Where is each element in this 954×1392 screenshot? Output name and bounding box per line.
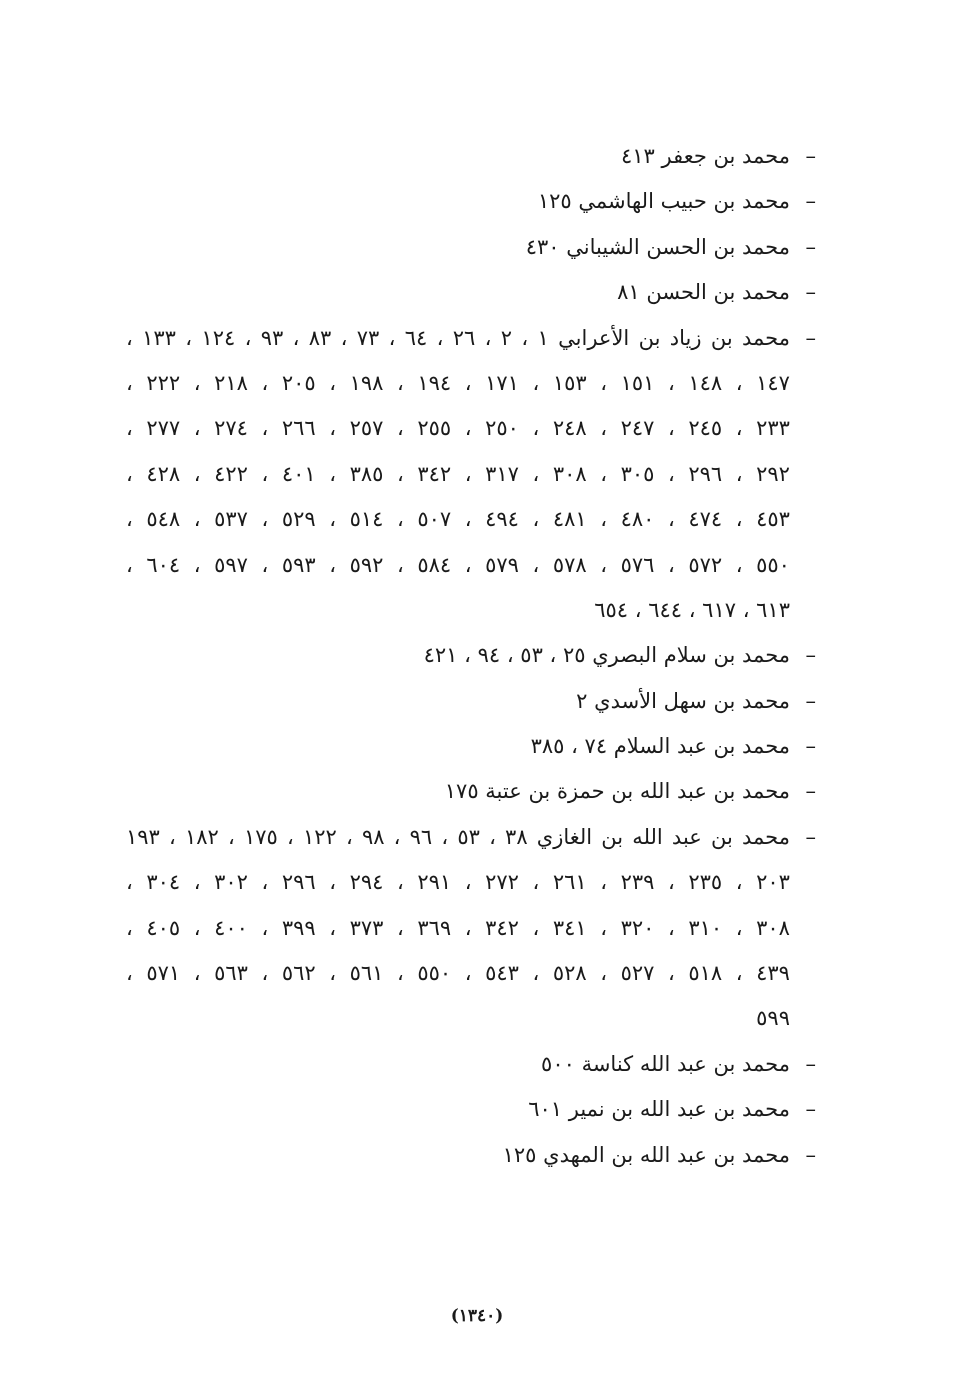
entry-dash: – bbox=[805, 779, 816, 804]
index-entry bbox=[126, 1133, 816, 1178]
index-entry bbox=[126, 1042, 816, 1087]
entry-dash: – bbox=[805, 734, 816, 759]
entry-continuation-line: ١٤٧ ، ١٤٨ ، ١٥١ ، ١٥٣ ، ١٧١ ، ١٩٤ ، ١٩٨ ، ٢٠٥ ، ٢١٨ ، ٢٢٢ ، bbox=[126, 370, 790, 395]
entry-continuation-line: ٥٩٩ bbox=[756, 1006, 790, 1031]
entry-text: محمد بن جعفر ٤١٣ bbox=[621, 144, 790, 168]
entry-text: محمد بن عبد الله بن المهدي ١٢٥ bbox=[502, 1142, 790, 1167]
entry-continuation-line: ٥٥٠ ، ٥٧٢ ، ٥٧٦ ، ٥٧٨ ، ٥٧٩ ، ٥٨٤ ، ٥٩٢ ، ٥٩٣ ، ٥٩٧ ، ٦٠٤ ، bbox=[126, 552, 790, 577]
entry-heading-line bbox=[126, 769, 816, 814]
index-entry bbox=[126, 316, 816, 634]
entry-continuation-line: ٦١٣ ، ٦١٧ ، ٦٤٤ ، ٦٥٤ bbox=[594, 597, 790, 622]
index-entries bbox=[126, 134, 816, 1178]
entry-dash: – bbox=[805, 1097, 816, 1122]
entry-heading-line bbox=[126, 815, 816, 860]
entry-text: محمد بن الحسن ٨١ bbox=[617, 280, 790, 305]
entry-dash: – bbox=[805, 1051, 816, 1076]
entry-dash: – bbox=[805, 144, 816, 168]
entry-dash: – bbox=[805, 688, 816, 713]
entry-text: محمد بن سلام البصري ٢٥ ، ٥٣ ، ٩٤ ، ٤٢١ bbox=[423, 643, 790, 668]
index-entry bbox=[126, 270, 816, 315]
index-entry bbox=[126, 633, 816, 678]
entry-text: محمد بن زياد بن الأعرابي ١ ، ٢ ، ٢٦ ، ٦٤ ، ٧٣ ، ٨٣ ، ٩٣ ، ١٢٤ ، ١٣٣ ، bbox=[126, 325, 790, 350]
index-entry bbox=[126, 679, 816, 724]
entry-heading-line bbox=[126, 316, 816, 361]
entry-text: محمد بن عبد الله بن حمزة بن عتبة ١٧٥ bbox=[444, 779, 790, 804]
entry-continuation-line: ٢٣٣ ، ٢٤٥ ، ٢٤٧ ، ٢٤٨ ، ٢٥٠ ، ٢٥٥ ، ٢٥٧ ، ٢٦٦ ، ٢٧٤ ، ٢٧٧ ، bbox=[126, 416, 790, 441]
entry-continuation-line: ٢٠٣ ، ٢٣٥ ، ٢٣٩ ، ٢٦١ ، ٢٧٢ ، ٢٩١ ، ٢٩٤ ، ٢٩٦ ، ٣٠٢ ، ٣٠٤ ، bbox=[126, 870, 790, 895]
index-entry bbox=[126, 225, 816, 270]
index-entry bbox=[126, 815, 816, 1042]
entry-continuation-line: ٤٣٩ ، ٥١٨ ، ٥٢٧ ، ٥٢٨ ، ٥٤٣ ، ٥٥٠ ، ٥٦١ ، ٥٦٢ ، ٥٦٣ ، ٥٧١ ، bbox=[126, 961, 790, 986]
entry-heading-line bbox=[126, 633, 816, 678]
entry-text: محمد بن الحسن الشيباني ٤٣٠ bbox=[525, 234, 790, 259]
entry-heading-line bbox=[126, 225, 816, 270]
entry-text: محمد بن عبد الله بن الغازي ٣٨ ، ٥٣ ، ٩٦ ، ٩٨ ، ١٢٢ ، ١٧٥ ، ١٨٢ ، ١٩٣ bbox=[126, 824, 790, 849]
entry-heading-line bbox=[126, 179, 816, 224]
entry-heading-line bbox=[126, 679, 816, 724]
entry-heading-line bbox=[126, 1133, 816, 1178]
entry-dash: – bbox=[805, 280, 816, 305]
index-entry bbox=[126, 1087, 816, 1132]
entry-heading-line bbox=[126, 270, 816, 315]
entry-heading-line bbox=[126, 134, 816, 179]
entry-heading-line bbox=[126, 1042, 816, 1087]
entry-dash: – bbox=[805, 189, 816, 214]
entry-dash: – bbox=[805, 1142, 816, 1167]
index-entry bbox=[126, 134, 816, 179]
index-entry bbox=[126, 179, 816, 224]
entry-dash: – bbox=[805, 643, 816, 668]
entry-continuation-line: ٤٥٣ ، ٤٧٤ ، ٤٨٠ ، ٤٨١ ، ٤٩٤ ، ٥٠٧ ، ٥١٤ ، ٥٢٩ ، ٥٣٧ ، ٥٤٨ ، bbox=[126, 507, 790, 532]
index-entry bbox=[126, 724, 816, 769]
index-entry bbox=[126, 769, 816, 814]
entry-dash: – bbox=[805, 824, 816, 849]
entry-text: محمد بن عبد السلام ٧٤ ، ٣٨٥ bbox=[530, 734, 790, 759]
entry-text: محمد بن عبد الله كناسة ٥٠٠ bbox=[541, 1051, 790, 1076]
entry-heading-line bbox=[126, 1087, 816, 1132]
entry-text: محمد بن عبد الله بن نمير ٦٠١ bbox=[528, 1097, 790, 1122]
entry-text: محمد بن سهل الأسدي ٢ bbox=[576, 688, 790, 713]
page-number: (١٣٤٠) bbox=[450, 1306, 504, 1326]
entry-heading-line bbox=[126, 724, 816, 769]
entry-continuation-line: ٢٩٢ ، ٢٩٦ ، ٣٠٥ ، ٣٠٨ ، ٣١٧ ، ٣٤٢ ، ٣٨٥ ، ٤٠١ ، ٤٢٢ ، ٤٢٨ ، bbox=[126, 461, 790, 486]
entry-dash: – bbox=[805, 325, 816, 350]
entry-continuation-line: ٣٠٨ ، ٣١٠ ، ٣٢٠ ، ٣٤١ ، ٣٤٢ ، ٣٦٩ ، ٣٧٣ ، ٣٩٩ ، ٤٠٠ ، ٤٠٥ ، bbox=[126, 915, 790, 940]
entry-text: محمد بن حبيب الهاشمي ١٢٥ bbox=[537, 189, 790, 214]
entry-dash: – bbox=[805, 234, 816, 259]
